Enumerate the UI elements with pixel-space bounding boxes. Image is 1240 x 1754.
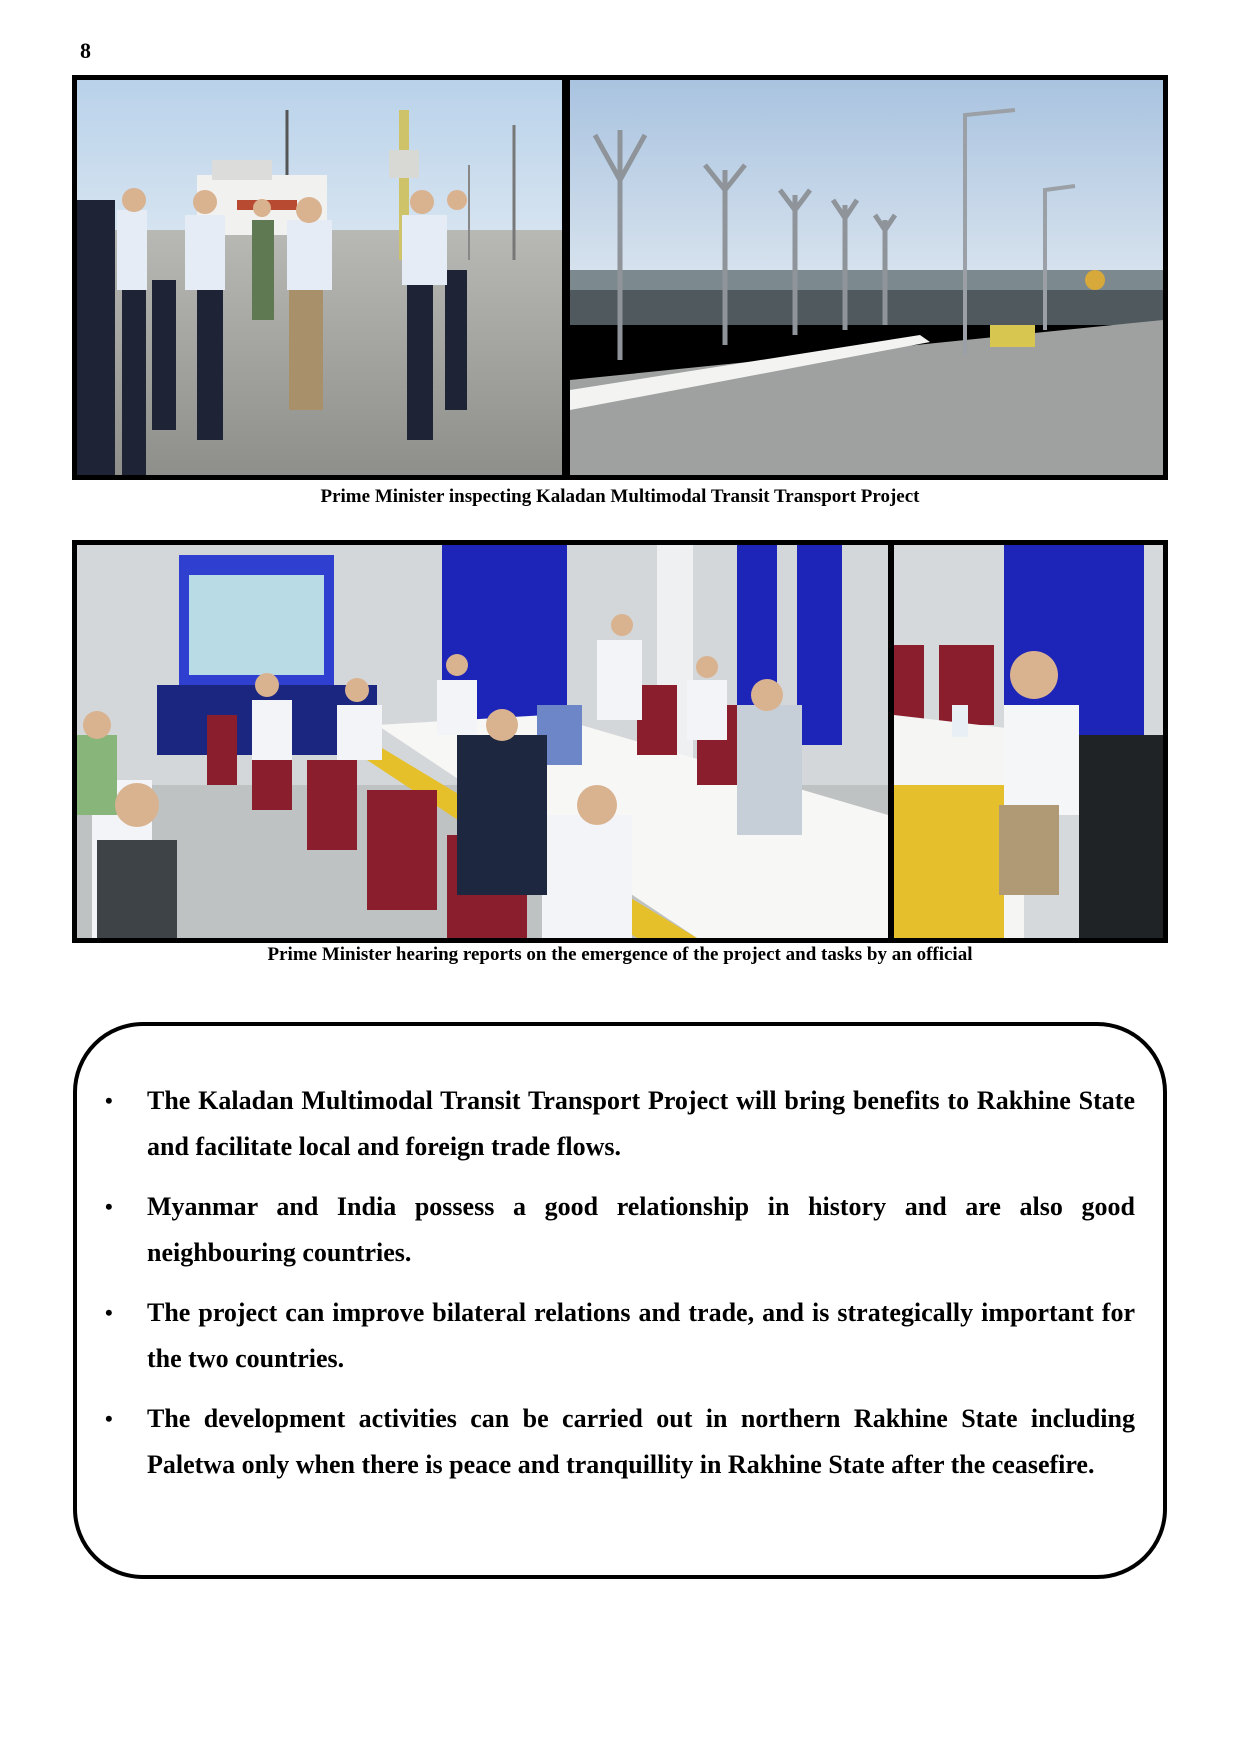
page-number: 8 bbox=[80, 38, 91, 63]
top-photo-frame bbox=[72, 75, 1168, 480]
bullet-icon: • bbox=[105, 1406, 113, 1431]
key-point-text: The Kaladan Multimodal Transit Transport Project will bring benefits to Rakhine State and facilitate local and foreign trade flows. bbox=[147, 1086, 1135, 1161]
middle-photo-frame bbox=[72, 540, 1168, 943]
key-points-list bbox=[105, 1078, 1135, 1502]
key-points-box bbox=[73, 1022, 1167, 1579]
key-point-item bbox=[105, 1184, 1135, 1276]
key-point-item bbox=[105, 1396, 1135, 1488]
bullet-icon: • bbox=[105, 1088, 113, 1113]
empty-port-wharf-photo bbox=[570, 80, 1163, 475]
bullet-icon: • bbox=[105, 1194, 113, 1219]
dignitaries-on-port-wharf-photo bbox=[77, 80, 562, 475]
key-point-item bbox=[105, 1290, 1135, 1382]
key-point-text: Myanmar and India possess a good relationship in history and are also good neighbouring countries. bbox=[147, 1192, 1135, 1267]
conference-room-briefing-photo bbox=[77, 545, 888, 938]
prime-minister-seated-photo bbox=[894, 545, 1163, 938]
bullet-icon: • bbox=[105, 1300, 113, 1325]
middle-photo-caption: Prime Minister hearing reports on the emergence of the project and tasks by an official bbox=[267, 944, 973, 965]
key-point-item bbox=[105, 1078, 1135, 1170]
key-point-text: The development activities can be carried out in northern Rakhine State including Paletwa only when there is peace and tranquillity in Rakhine State after the ceasefire. bbox=[147, 1404, 1135, 1479]
top-photo-caption: Prime Minister inspecting Kaladan Multimodal Transit Transport Project bbox=[320, 486, 920, 507]
key-point-text: The project can improve bilateral relations and trade, and is strategically important for the two countries. bbox=[147, 1298, 1135, 1373]
